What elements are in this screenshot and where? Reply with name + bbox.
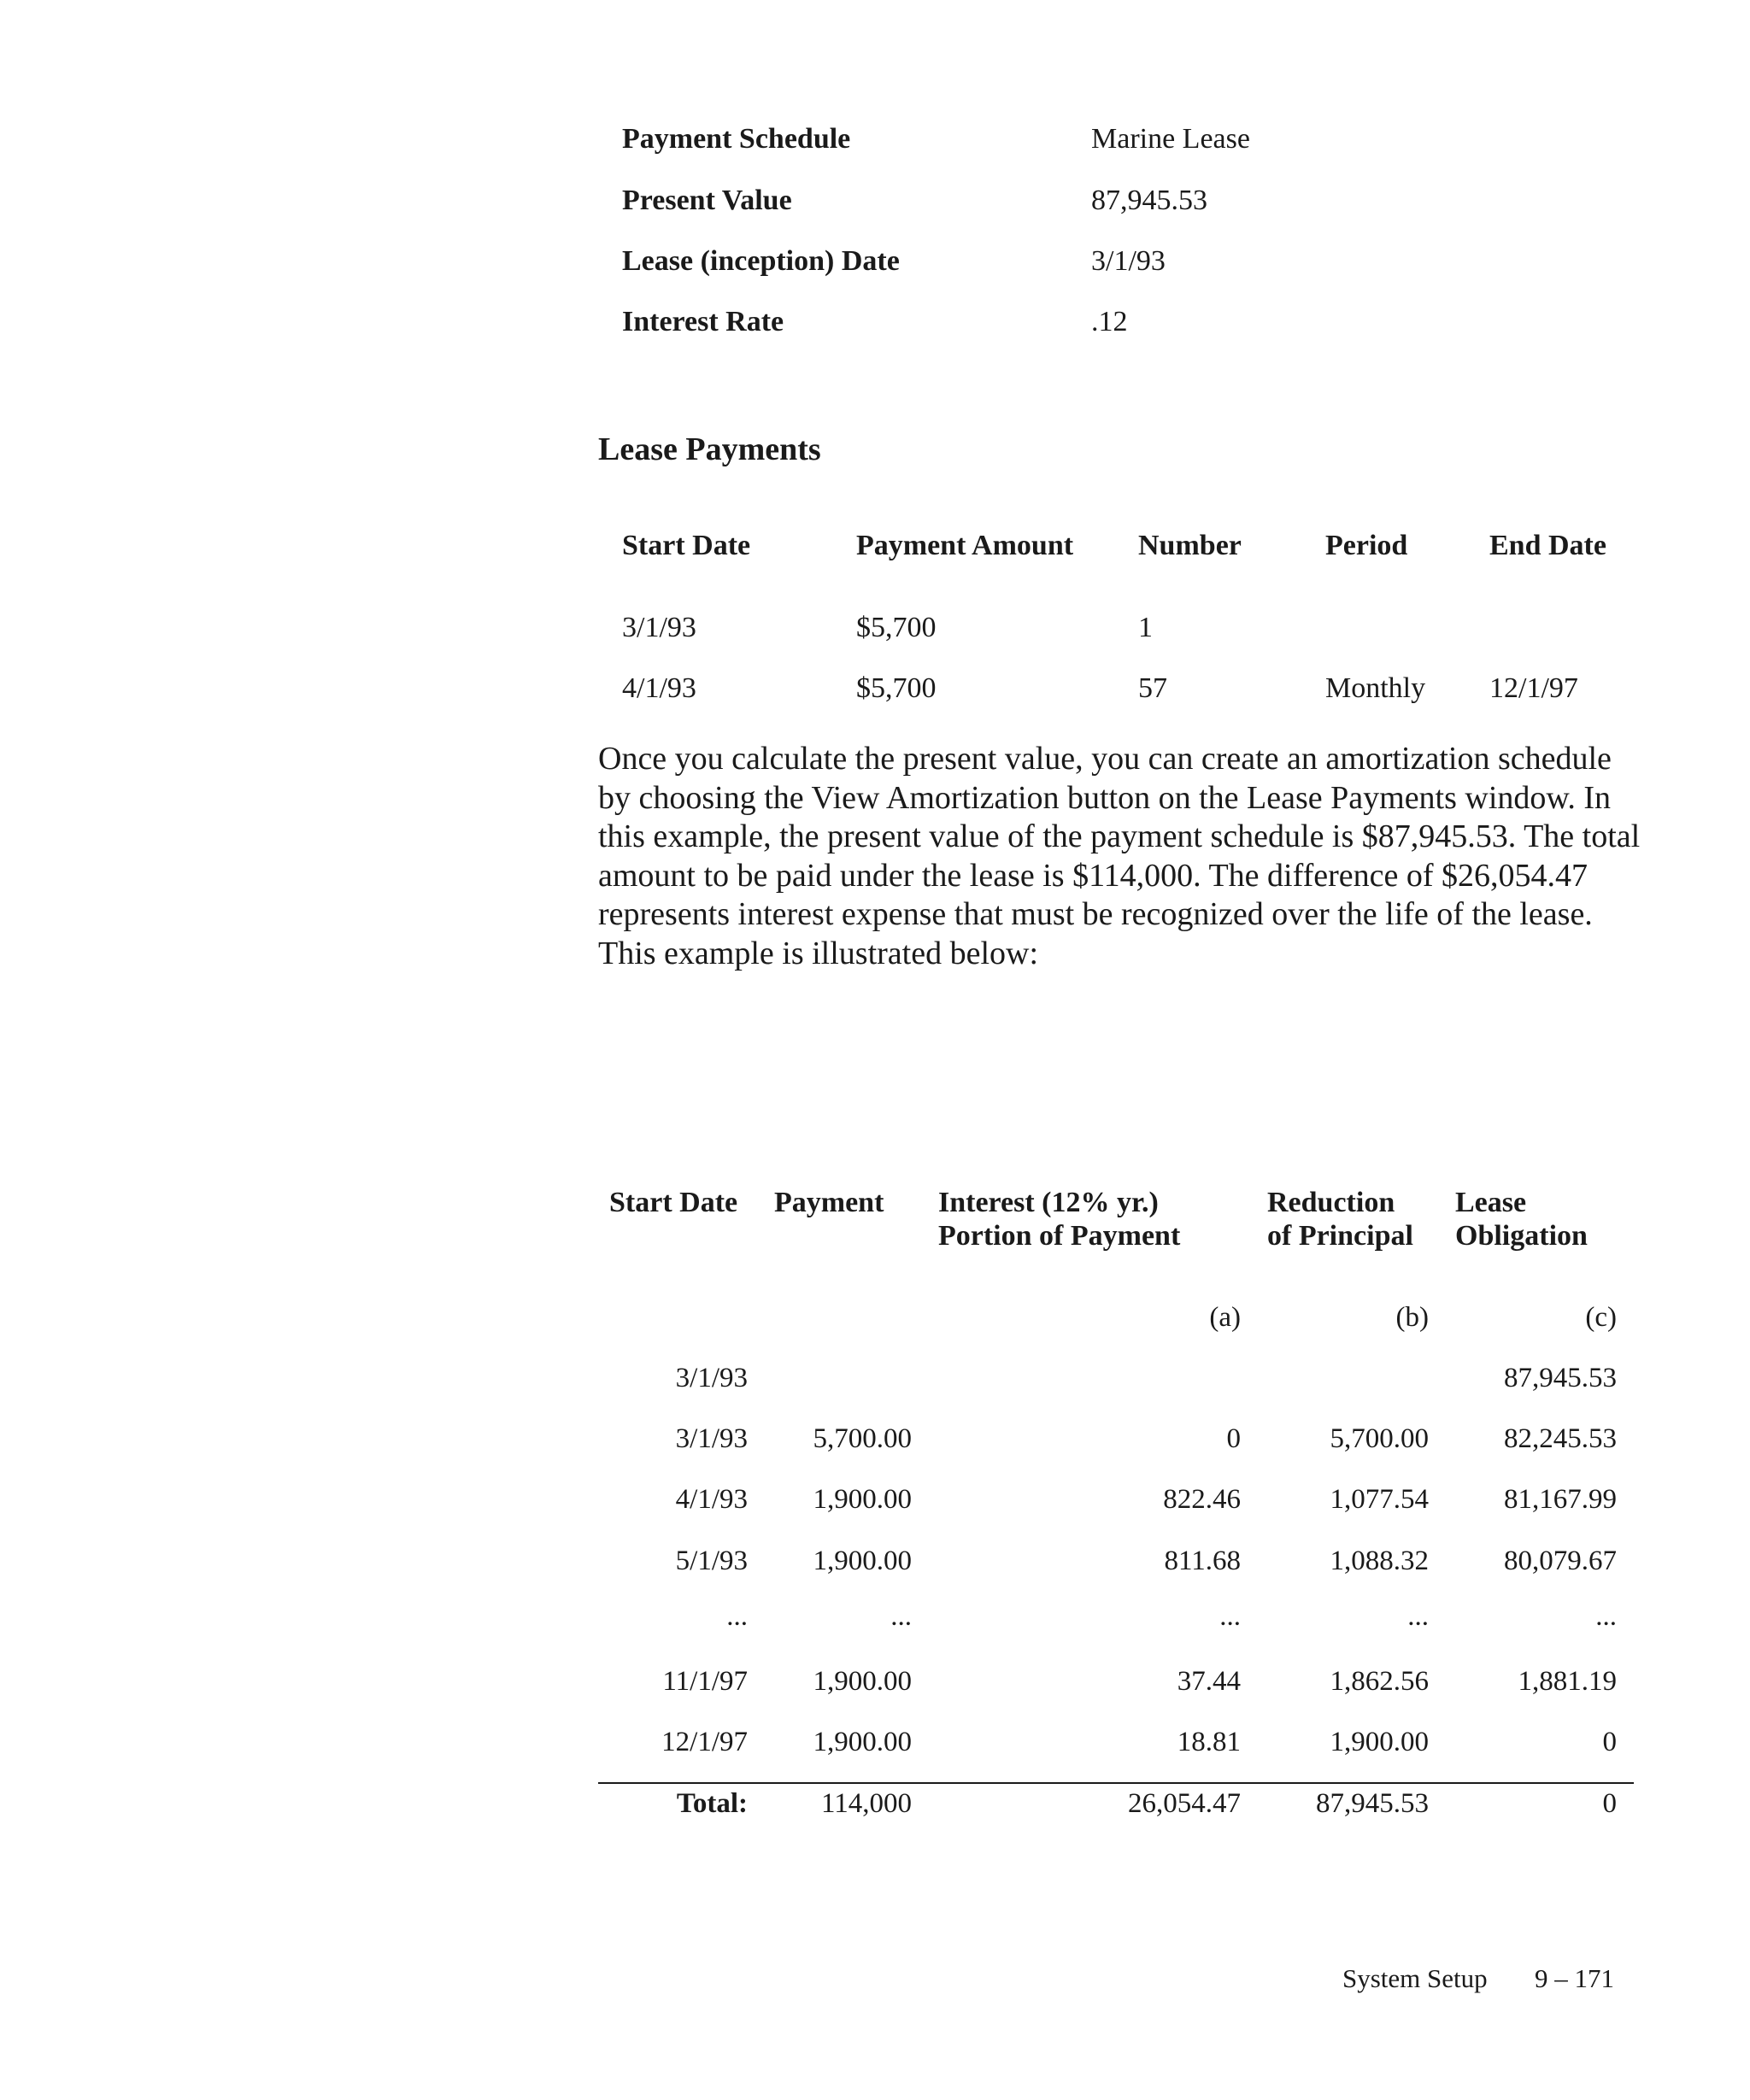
lease-date-label: Lease (inception) Date <box>622 245 900 277</box>
amort-row-interest: 811.68 <box>1164 1546 1241 1576</box>
amort-key-a: (a) <box>1209 1302 1241 1333</box>
amort-header-reduction-line1: Reduction <box>1267 1187 1395 1218</box>
amort-header-lease <box>1455 1186 1588 1252</box>
amort-row-date: 4/1/93 <box>675 1484 748 1515</box>
amort-header-payment: Payment <box>774 1187 884 1218</box>
amort-row-date: 11/1/97 <box>662 1666 748 1697</box>
amort-row-obligation: 1,881.19 <box>1518 1666 1617 1697</box>
lp-header-period: Period <box>1325 530 1408 561</box>
amort-row-date: 12/1/97 <box>661 1727 748 1757</box>
amort-header-interest <box>938 1186 1180 1252</box>
amort-total-payment: 114,000 <box>820 1788 912 1819</box>
amort-row-payment: 1,900.00 <box>813 1546 912 1576</box>
amort-row-reduction: 1,088.32 <box>1330 1546 1429 1576</box>
amort-header-reduction-line2: of Principal <box>1267 1220 1413 1252</box>
amort-header-interest-line1: Interest (12% yr.) <box>938 1187 1159 1218</box>
lp-header-payment-amount: Payment Amount <box>856 530 1074 561</box>
amort-header-lease-line1: Lease <box>1455 1187 1527 1218</box>
amort-row-date: 5/1/93 <box>675 1546 748 1576</box>
amort-key-c: (c) <box>1585 1302 1617 1333</box>
lease-payments-title: Lease Payments <box>598 431 821 467</box>
amort-header-start-date: Start Date <box>609 1187 738 1218</box>
amort-row-reduction: 1,077.54 <box>1330 1484 1429 1515</box>
amort-header-lease-line2: Obligation <box>1455 1220 1588 1252</box>
lp-header-number: Number <box>1138 530 1242 561</box>
lp-row2-period: Monthly <box>1325 672 1426 704</box>
amort-total-reduction: 87,945.53 <box>1316 1788 1429 1819</box>
footer-section: System Setup <box>1342 1963 1488 1993</box>
amort-row-date: ... <box>726 1601 748 1632</box>
present-value-label: Present Value <box>622 185 792 216</box>
amort-total-label: Total: <box>676 1788 748 1819</box>
amort-row-obligation: 81,167.99 <box>1504 1484 1617 1515</box>
amort-row-reduction: 1,862.56 <box>1330 1666 1429 1697</box>
amort-row-obligation: 87,945.53 <box>1504 1363 1617 1393</box>
amort-row-date: 3/1/93 <box>675 1423 748 1454</box>
amort-row-reduction: 1,900.00 <box>1330 1727 1429 1757</box>
amort-key-b: (b) <box>1395 1302 1429 1333</box>
amort-header-interest-line2: Portion of Payment <box>938 1220 1181 1252</box>
lp-row1-payment-amount: $5,700 <box>856 612 937 643</box>
amort-row-payment: 1,900.00 <box>813 1484 912 1515</box>
amort-row-reduction: 5,700.00 <box>1330 1423 1429 1454</box>
amort-row-interest: 822.46 <box>1163 1484 1241 1515</box>
lease-date-value: 3/1/93 <box>1091 245 1166 277</box>
body-paragraph: Once you calculate the present value, you can create an amortization schedule by choosing the View Amortization button on the Lease Payments window. In this example, the present value of the payment schedule is $87,945.53. The total amount to be paid under the lease is $114,000. The difference of $26,054.47 represents interest expense that must be recognized over the life of the lease. This example is illustrated below: <box>598 741 1641 971</box>
lp-header-end-date: End Date <box>1489 530 1606 561</box>
lp-row2-number: 57 <box>1138 672 1167 704</box>
amort-row-interest: ... <box>1219 1601 1241 1632</box>
lp-row2-start-date: 4/1/93 <box>622 672 696 704</box>
amort-row-reduction: ... <box>1407 1601 1429 1632</box>
amort-row-payment: 1,900.00 <box>813 1666 912 1697</box>
amort-row-obligation: 82,245.53 <box>1504 1423 1617 1454</box>
amort-row-interest: 18.81 <box>1177 1727 1241 1757</box>
interest-rate-label: Interest Rate <box>622 306 784 337</box>
present-value-value: 87,945.53 <box>1091 185 1207 216</box>
amort-row-payment: ... <box>890 1601 912 1632</box>
amort-row-interest: 0 <box>1226 1423 1241 1454</box>
lp-row1-number: 1 <box>1138 612 1153 643</box>
amort-total-interest: 26,054.47 <box>1128 1788 1241 1819</box>
amort-row-payment: 1,900.00 <box>813 1727 912 1757</box>
amort-row-interest: 37.44 <box>1177 1666 1241 1697</box>
payment-schedule-label: Payment Schedule <box>622 123 851 155</box>
footer-page-number: 9 – 171 <box>1535 1963 1614 1993</box>
amort-row-obligation: 80,079.67 <box>1504 1546 1617 1576</box>
amort-header-reduction <box>1267 1186 1413 1252</box>
lp-row2-end-date: 12/1/97 <box>1489 672 1578 704</box>
amort-row-obligation: 0 <box>1602 1727 1617 1757</box>
interest-rate-value: .12 <box>1091 306 1128 337</box>
lp-row2-payment-amount: $5,700 <box>856 672 937 704</box>
amort-row-date: 3/1/93 <box>675 1363 748 1393</box>
lp-row1-start-date: 3/1/93 <box>622 612 696 643</box>
total-divider <box>598 1782 1634 1784</box>
lp-header-start-date: Start Date <box>622 530 751 561</box>
amort-total-obligation: 0 <box>1602 1788 1617 1819</box>
amort-row-obligation: ... <box>1595 1601 1617 1632</box>
payment-schedule-value: Marine Lease <box>1091 123 1250 155</box>
amort-row-payment: 5,700.00 <box>813 1423 912 1454</box>
